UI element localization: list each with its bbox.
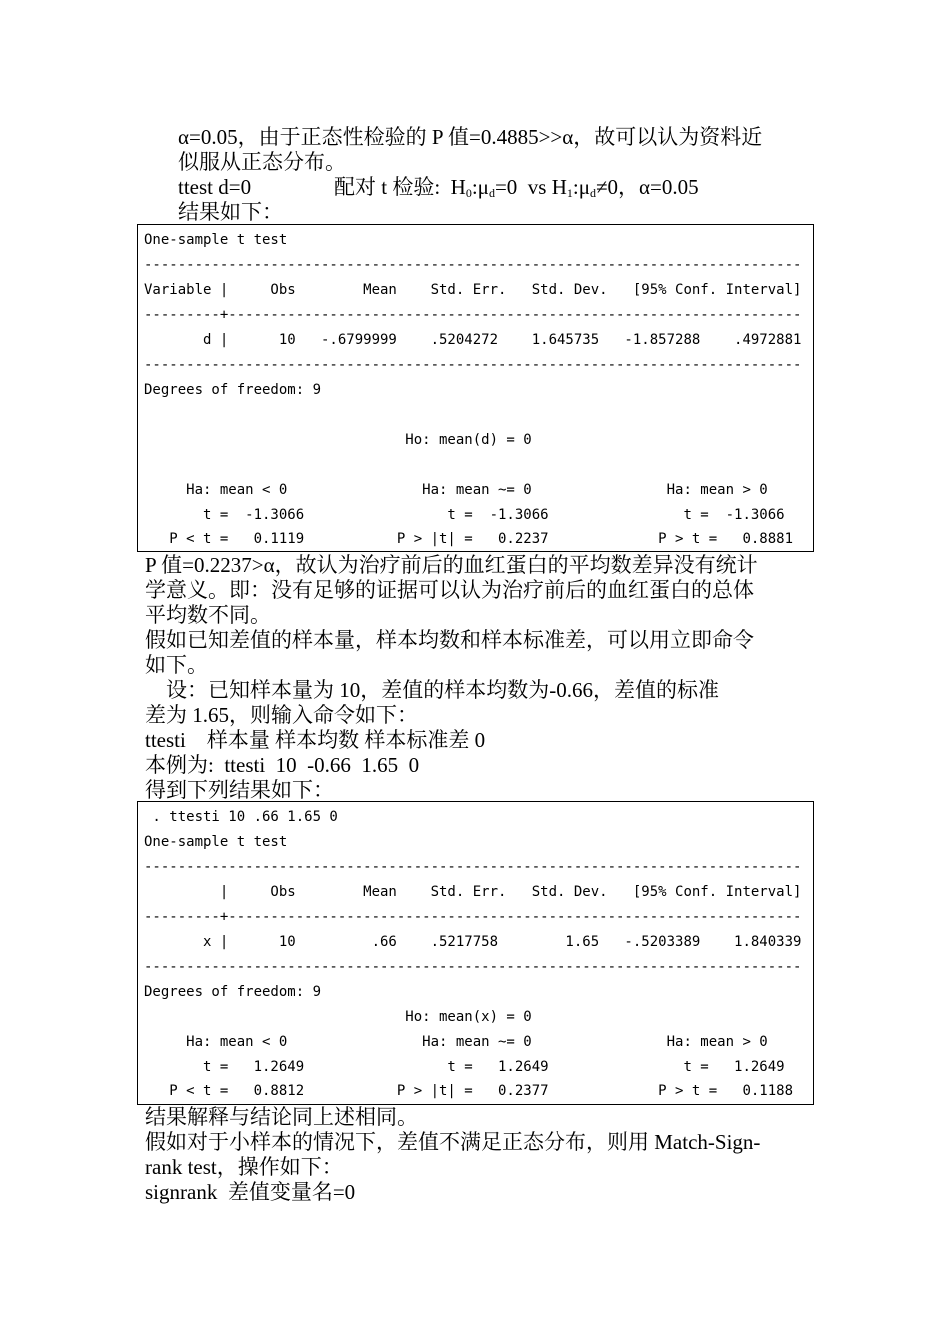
output1-ho: Ho: mean(d) = 0 [144, 432, 532, 448]
output2-sep-bottom: ------------------------------------------------------------------------------ [144, 959, 802, 975]
output2-p: P < t = 0.8812 P > |t| = 0.2377 P > t = 0.1188 [144, 1083, 794, 1099]
para1-line-4: 假如已知差值的样本量，样本均数和样本标准差，可以用立即命令 [145, 628, 754, 652]
intro-hypothesis: 配对 t 检验: $H_0:\mu_d=0$ vs $H_1:\mu_d\ne 0$，α=0.05 [334, 175, 699, 200]
output1-row-d: d | 10 -.6799999 .5204272 1.645735 -1.857288 .4972881 [144, 332, 802, 348]
para1-line-9: 本例为: ttesti 10 -0.66 1.65 0 [145, 753, 420, 777]
output2-title: One-sample t test [144, 834, 288, 850]
output1-ha: Ha: mean < 0 Ha: mean ~= 0 Ha: mean > 0 [144, 482, 768, 498]
para1-line-7: 差为 1.65，则输入命令如下： [145, 703, 418, 727]
output2-header: | Obs Mean Std. Err. Std. Dev. [95% Conf. Interval] [144, 884, 802, 900]
para1-line-8: ttesti 样本量 样本均数 样本标准差 0 [145, 728, 486, 752]
stata-output-box-1 [137, 224, 814, 552]
output1-p: P < t = 0.1119 P > |t| = 0.2237 P > t = 0.8881 [144, 531, 794, 547]
intro-line-1: α=0.05，由于正态性检验的 P 值=0.4885>>α，故可以认为资料近 [178, 125, 763, 149]
para1-line-10: 得到下列结果如下： [145, 778, 334, 802]
output1-sep-top: ------------------------------------------------------------------------------ [144, 257, 802, 273]
output2-ha: Ha: mean < 0 Ha: mean ~= 0 Ha: mean > 0 [144, 1034, 768, 1050]
intro-line-2: 似服从正态分布。 [178, 150, 346, 174]
intro-result: 结果如下： [178, 200, 283, 224]
para1-line-3: 平均数不同。 [145, 603, 271, 627]
output2-mid-sep: ---------+-------------------------------------------------------------------- [144, 909, 802, 925]
output2-ho: Ho: mean(x) = 0 [144, 1009, 532, 1025]
para2-line-1: 结果解释与结论同上述相同。 [145, 1105, 418, 1129]
para2-line-2: 假如对于小样本的情况下，差值不满足正态分布，则用 Match-Sign- [145, 1130, 761, 1154]
output1-df: Degrees of freedom: 9 [144, 382, 322, 398]
output1-t: t = -1.3066 t = -1.3066 t = -1.3066 [144, 507, 785, 523]
para2-line-4: signrank 差值变量名=0 [145, 1180, 356, 1204]
intro-cmd: ttest d=0 [178, 175, 252, 199]
output2-t: t = 1.2649 t = 1.2649 t = 1.2649 [144, 1059, 785, 1075]
para1-line-1: P 值=0.2237>α，故认为治疗前后的血红蛋白的平均数差异没有统计 [145, 553, 758, 577]
output2-cmd: . ttesti 10 .66 1.65 0 [144, 809, 338, 825]
output1-title: One-sample t test [144, 232, 288, 248]
output1-sep-bottom: ------------------------------------------------------------------------------ [144, 357, 802, 373]
para1-line-2: 学意义。即：没有足够的证据可以认为治疗前后的血红蛋白的总体 [145, 578, 754, 602]
para1-line-6: 设：已知样本量为 10，差值的样本均数为-0.66，差值的标准 [145, 678, 719, 702]
output2-sep-top: ------------------------------------------------------------------------------ [144, 859, 802, 875]
output1-mid-sep: ---------+-------------------------------------------------------------------- [144, 307, 802, 323]
output1-header: Variable | Obs Mean Std. Err. Std. Dev. [95% Conf. Interval] [144, 282, 802, 298]
para1-line-5: 如下。 [145, 653, 208, 677]
output2-df: Degrees of freedom: 9 [144, 984, 322, 1000]
output2-row-x: x | 10 .66 .5217758 1.65 -.5203389 1.840339 [144, 934, 802, 950]
para2-line-3: rank test，操作如下： [145, 1155, 343, 1179]
stata-output-box-2 [137, 801, 814, 1105]
